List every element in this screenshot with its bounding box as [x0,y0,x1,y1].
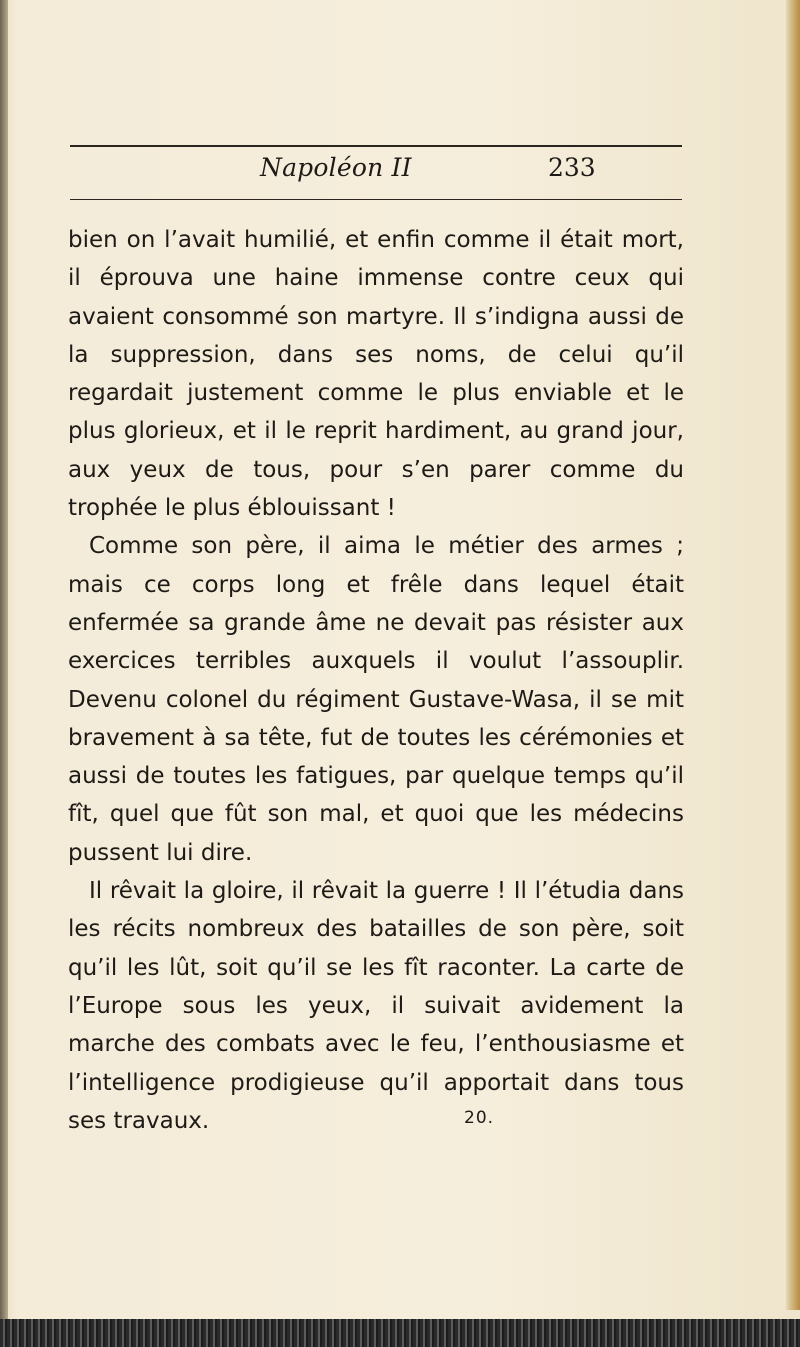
paragraph: bien on l’avait humilié, et enfin comme il était mort, il éprouva une haine immense contre ceux qui avaient consommé son martyre. Il s’indigna aussi de la suppression, dans ses noms, de celui qu’il regardait justement comme le plus enviable et le plus glorieux, et il le reprit hardiment, au grand jour, aux yeux de tous, pour s’en parer comme du trophée le plus éblouissant ! [68,227,684,522]
running-title: Napoléon II [260,153,412,182]
header-rule-bottom [70,199,682,200]
page-number: 233 [548,153,596,182]
page-edge-right [786,0,800,1310]
body-text [68,221,684,1140]
paragraph: Comme son père, il aima le métier des armes ; mais ce corps long et frêle dans lequel était enfermée sa grande âme ne devait pas résister aux exercices terribles auxquels il voulut l’assouplir. Devenu colonel du régiment Gustave-Wasa, il se mit bravement à sa tête, fut de toutes les cérémonies et aussi de toutes les fatigues, par quelque temps qu’il fît, quel que fût son mal, et quoi que les médecins pussent lui dire. [68,533,684,866]
page-gutter [0,0,8,1347]
signature-mark: 20. [464,1108,495,1128]
paragraph: Il rêvait la gloire, il rêvait la guerre ! Il l’étudia dans les récits nombreux des batailles de son père, soit qu’il les lût, soit qu’il se les fît raconter. La carte de l’Europe sous les yeux, il suivait avidement la marche des combats avec le feu, l’enthousiasme et l’intelligence prodigieuse qu’il apportait dans tous ses travaux. [68,878,684,1134]
page-edge-bottom [0,1319,800,1347]
